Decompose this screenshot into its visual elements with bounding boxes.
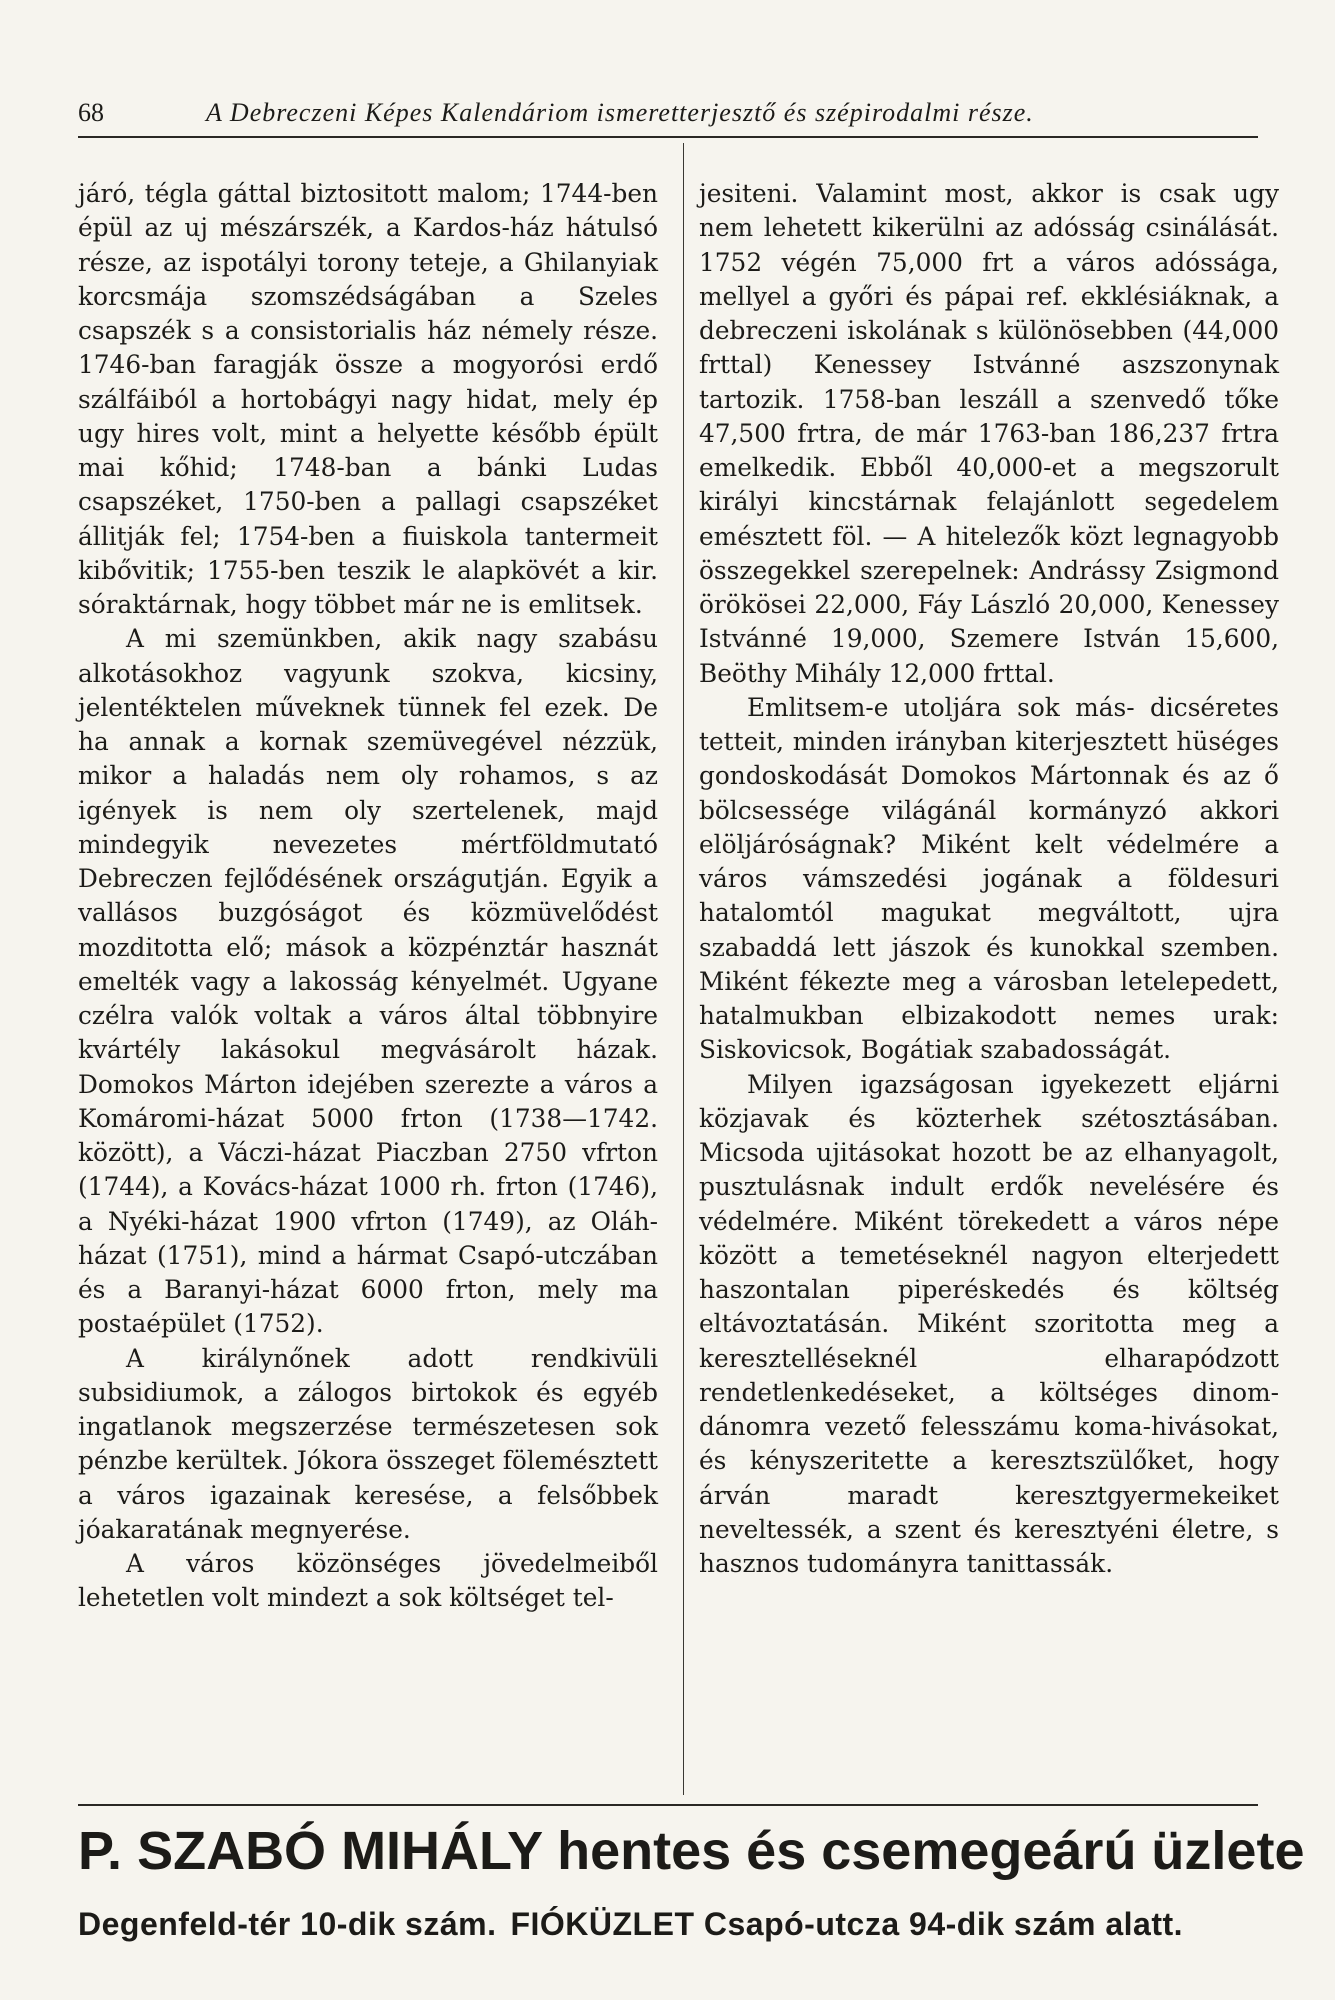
right-column — [699, 177, 1279, 1581]
page-header — [78, 98, 1258, 138]
paragraph: Milyen igazságosan igyekezett eljárni közjavak és közterhek szétosztásában. Micsoda ujitásokat hozott be az elhanyagolt, pusztulásnak indult erdők nevelésére és védelmére. Miként törekedett a város népe között a temetéseknél nagyon elterjedett haszontalan piperéskedés és költség eltávoztatásán. Miként szoritotta meg a keresztelléseknél elharapódzott rendetlenkedéseket, a költséges dinom-dánomra vezető felesszámu koma-hivásokat, és kényszeritette a keresztszülőket, hogy árván maradt keresztgyermekeiket neveltessék, a szent és keresztyéni életre, s hasznos tudományra tanittassák. — [699, 1069, 1279, 1578]
advertisement-headline: P. SZABÓ MIHÁLY hentes és csemegeárú üzlete — [78, 1821, 1305, 1881]
advertisement-branch: FIÓKÜZLET Csapó-utcza 94-dik szám alatt. — [510, 1906, 1184, 1942]
paragraph: A mi szemünkben, akik nagy szabásu alkotásokhoz vagyunk szokva, kicsiny, jelentéktelen műveknek tünnek fel ezek. De ha annak a kornak szemüvegével nézzük, mikor a haladás nem oly rohamos, s az igények is nem oly szertelenek, majd mindegyik nevezetes mértföldmutató Debreczen fejlődésének országutján. Egyik a vallásos buzgóságot és közmüvelődést mozditotta elő; mások a közpénztár hasznát emelték vagy a lakosság kényelmét. Ugyane czélra valók voltak a város által többnyire kvártély lakásokul megvásárolt házak. Domokos Márton idejében szerezte a város a Komáromi-házat 5000 frton (1738—1742. között), a Váczi-házat Piaczban 2750 vfrton (1744), a Kovács-házat 1000 rh. frton (1746), a Nyéki-házat 1900 vfrton (1749), az Oláh-házat (1751), mind a hármat Csapó-utczában és a Baranyi-házat 6000 frton, mely ma postaépület (1752). — [78, 624, 658, 1339]
paragraph: A királynőnek adott rendkivüli subsidiumok, a zálogos birtokok és egyéb ingatlanok megszerzése természetesen sok pénzbe kerültek. Jókora összeget fölemésztett a város igazainak keresése, a felsőbbek jóakaratának megnyerése. — [78, 1343, 659, 1544]
running-title: A Debreczeni Képes Kalendáriom ismeretterjesztő és szépirodalmi része. — [206, 98, 1034, 127]
advertisement-address-line — [78, 1903, 1258, 1945]
header-rule — [78, 136, 1258, 138]
paragraph: Emlitsem-e utoljára sok más- dicséretes tetteit, minden irányban kiterjesztett hüséges gondoskodását Domokos Mártonnak és az ő bölcsessége világánál kormányzó akkori elöljáróságnak? Miként kelt védelmére a város vámszedési jogának a földesuri hatalomtól magukat megváltott, ujra szabaddá lett jászok és kunokkal szemben. Miként fékezte meg a városban letelepedett, hatalmukban elbizakodott nemes urak: Siskovicsok, Bogátiak szabadosságát. — [699, 692, 1279, 1065]
page-number: 68 — [78, 98, 104, 127]
advertisement-address: Degenfeld-tér 10-dik szám. — [78, 1906, 497, 1942]
paragraph: A város közönséges jövedelmeiből lehetetlen volt mindezt a sok költséget tel- — [78, 1549, 658, 1613]
paragraph: járó, tégla gáttal biztositott malom; 1744-ben épül az uj mészárszék, a Kardos-ház hátulsó része, az ispotályi torony teteje, a Ghilanyiak korcsmája szomszédságában a Szeles csapszék s a consistorialis ház némely része. 1746-ban faragják össze a mogyorósi erdő szálfáiból a hortobágyi nagy hidat, mely ép ugy hires volt, mint a helyette később épült mai kőhid; 1748-ban a bánki Ludas csapszéket, 1750-ben a pallagi csapszéket állitják fel; 1754-ben a fiuiskola tantermeit kibővitik; 1755-ben teszik le alapkövét a kir. sóraktárnak, hogy többet már ne is emlitsek. — [78, 179, 658, 619]
left-column — [78, 177, 658, 1616]
advertisement-rule — [78, 1804, 1258, 1806]
column-divider — [683, 143, 684, 1795]
paragraph: jesiteni. Valamint most, akkor is csak ugy nem lehetett kikerülni az adósság csinálását. 1752 végén 75,000 frt a város adóssága, mellyel a győri és pápai ref. ekklésiáknak, a debreczeni iskolának s különösebben (44,000 frttal) Kenessey Istvánné aszszonynak tartozik. 1758-ban leszáll a szenvedő tőke 47,500 frtra, de már 1763-ban 186,237 frtra emelkedik. Ebből 40,000-et a megszorult királyi kincstárnak felajánlott segedelem emésztett föl. — A hitelezők közt legnagyobb összegekkel szerepelnek: Andrássy Zsigmond örökösei 22,000, Fáy László 20,000, Kenessey Istvánné 19,000, Szemere István 15,600, Beöthy Mihály 12,000 frttal. — [699, 179, 1279, 688]
